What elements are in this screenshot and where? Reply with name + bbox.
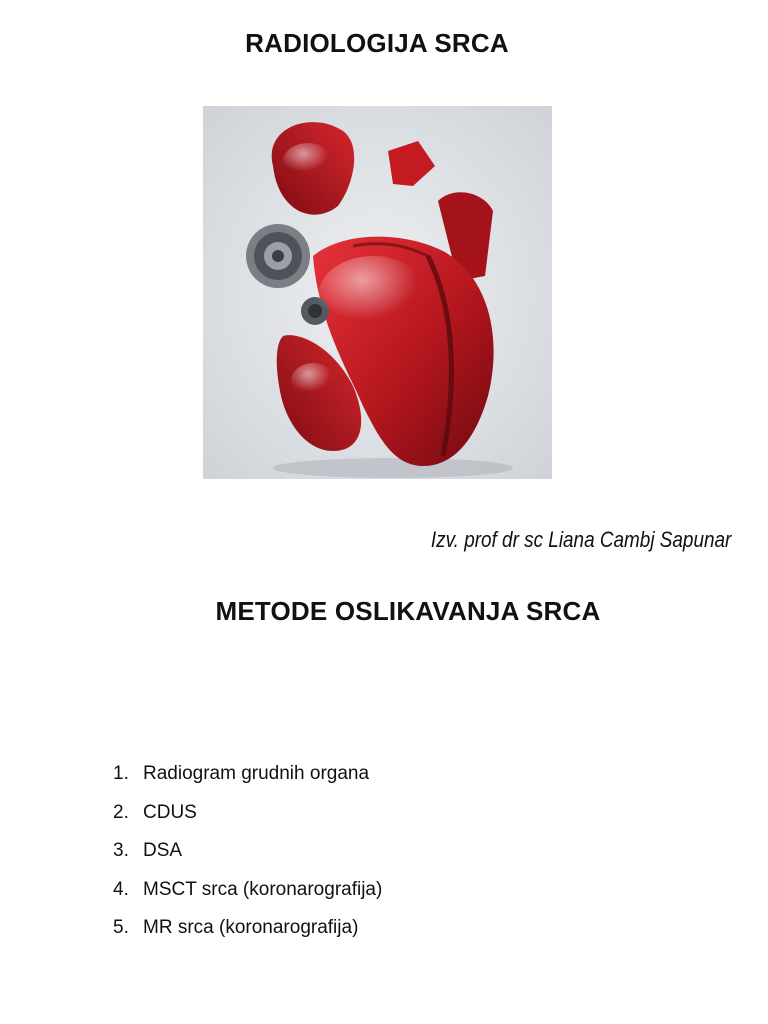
list-item-number: 5.	[113, 917, 129, 938]
page-title: RADIOLOGIJA SRCA	[245, 28, 509, 58]
anatomical-heart-icon	[203, 106, 552, 479]
heart-image	[203, 106, 552, 479]
list-item	[113, 799, 382, 838]
list-item-label: MSCT srca (koronarografija)	[143, 878, 383, 900]
list-item-number: 4.	[113, 878, 129, 900]
section-title: METODE OSLIKAVANJA SRCA	[215, 596, 601, 626]
list-item-label: Radiogram grudnih organa	[143, 763, 370, 784]
list-item	[113, 914, 382, 953]
list-item	[113, 760, 382, 799]
methods-list	[113, 760, 382, 953]
list-item-label: DSA	[143, 840, 183, 861]
list-item-number: 1.	[113, 763, 129, 784]
list-item-number: 2.	[113, 801, 129, 823]
list-item-label: CDUS	[143, 801, 197, 823]
author-name: Izv. prof dr sc Liana Cambj Sapunar	[430, 527, 731, 552]
list-item	[113, 876, 382, 915]
list-item-number: 3.	[113, 840, 129, 861]
list-item	[113, 837, 382, 876]
list-item-label: MR srca (koronarografija)	[143, 917, 359, 938]
